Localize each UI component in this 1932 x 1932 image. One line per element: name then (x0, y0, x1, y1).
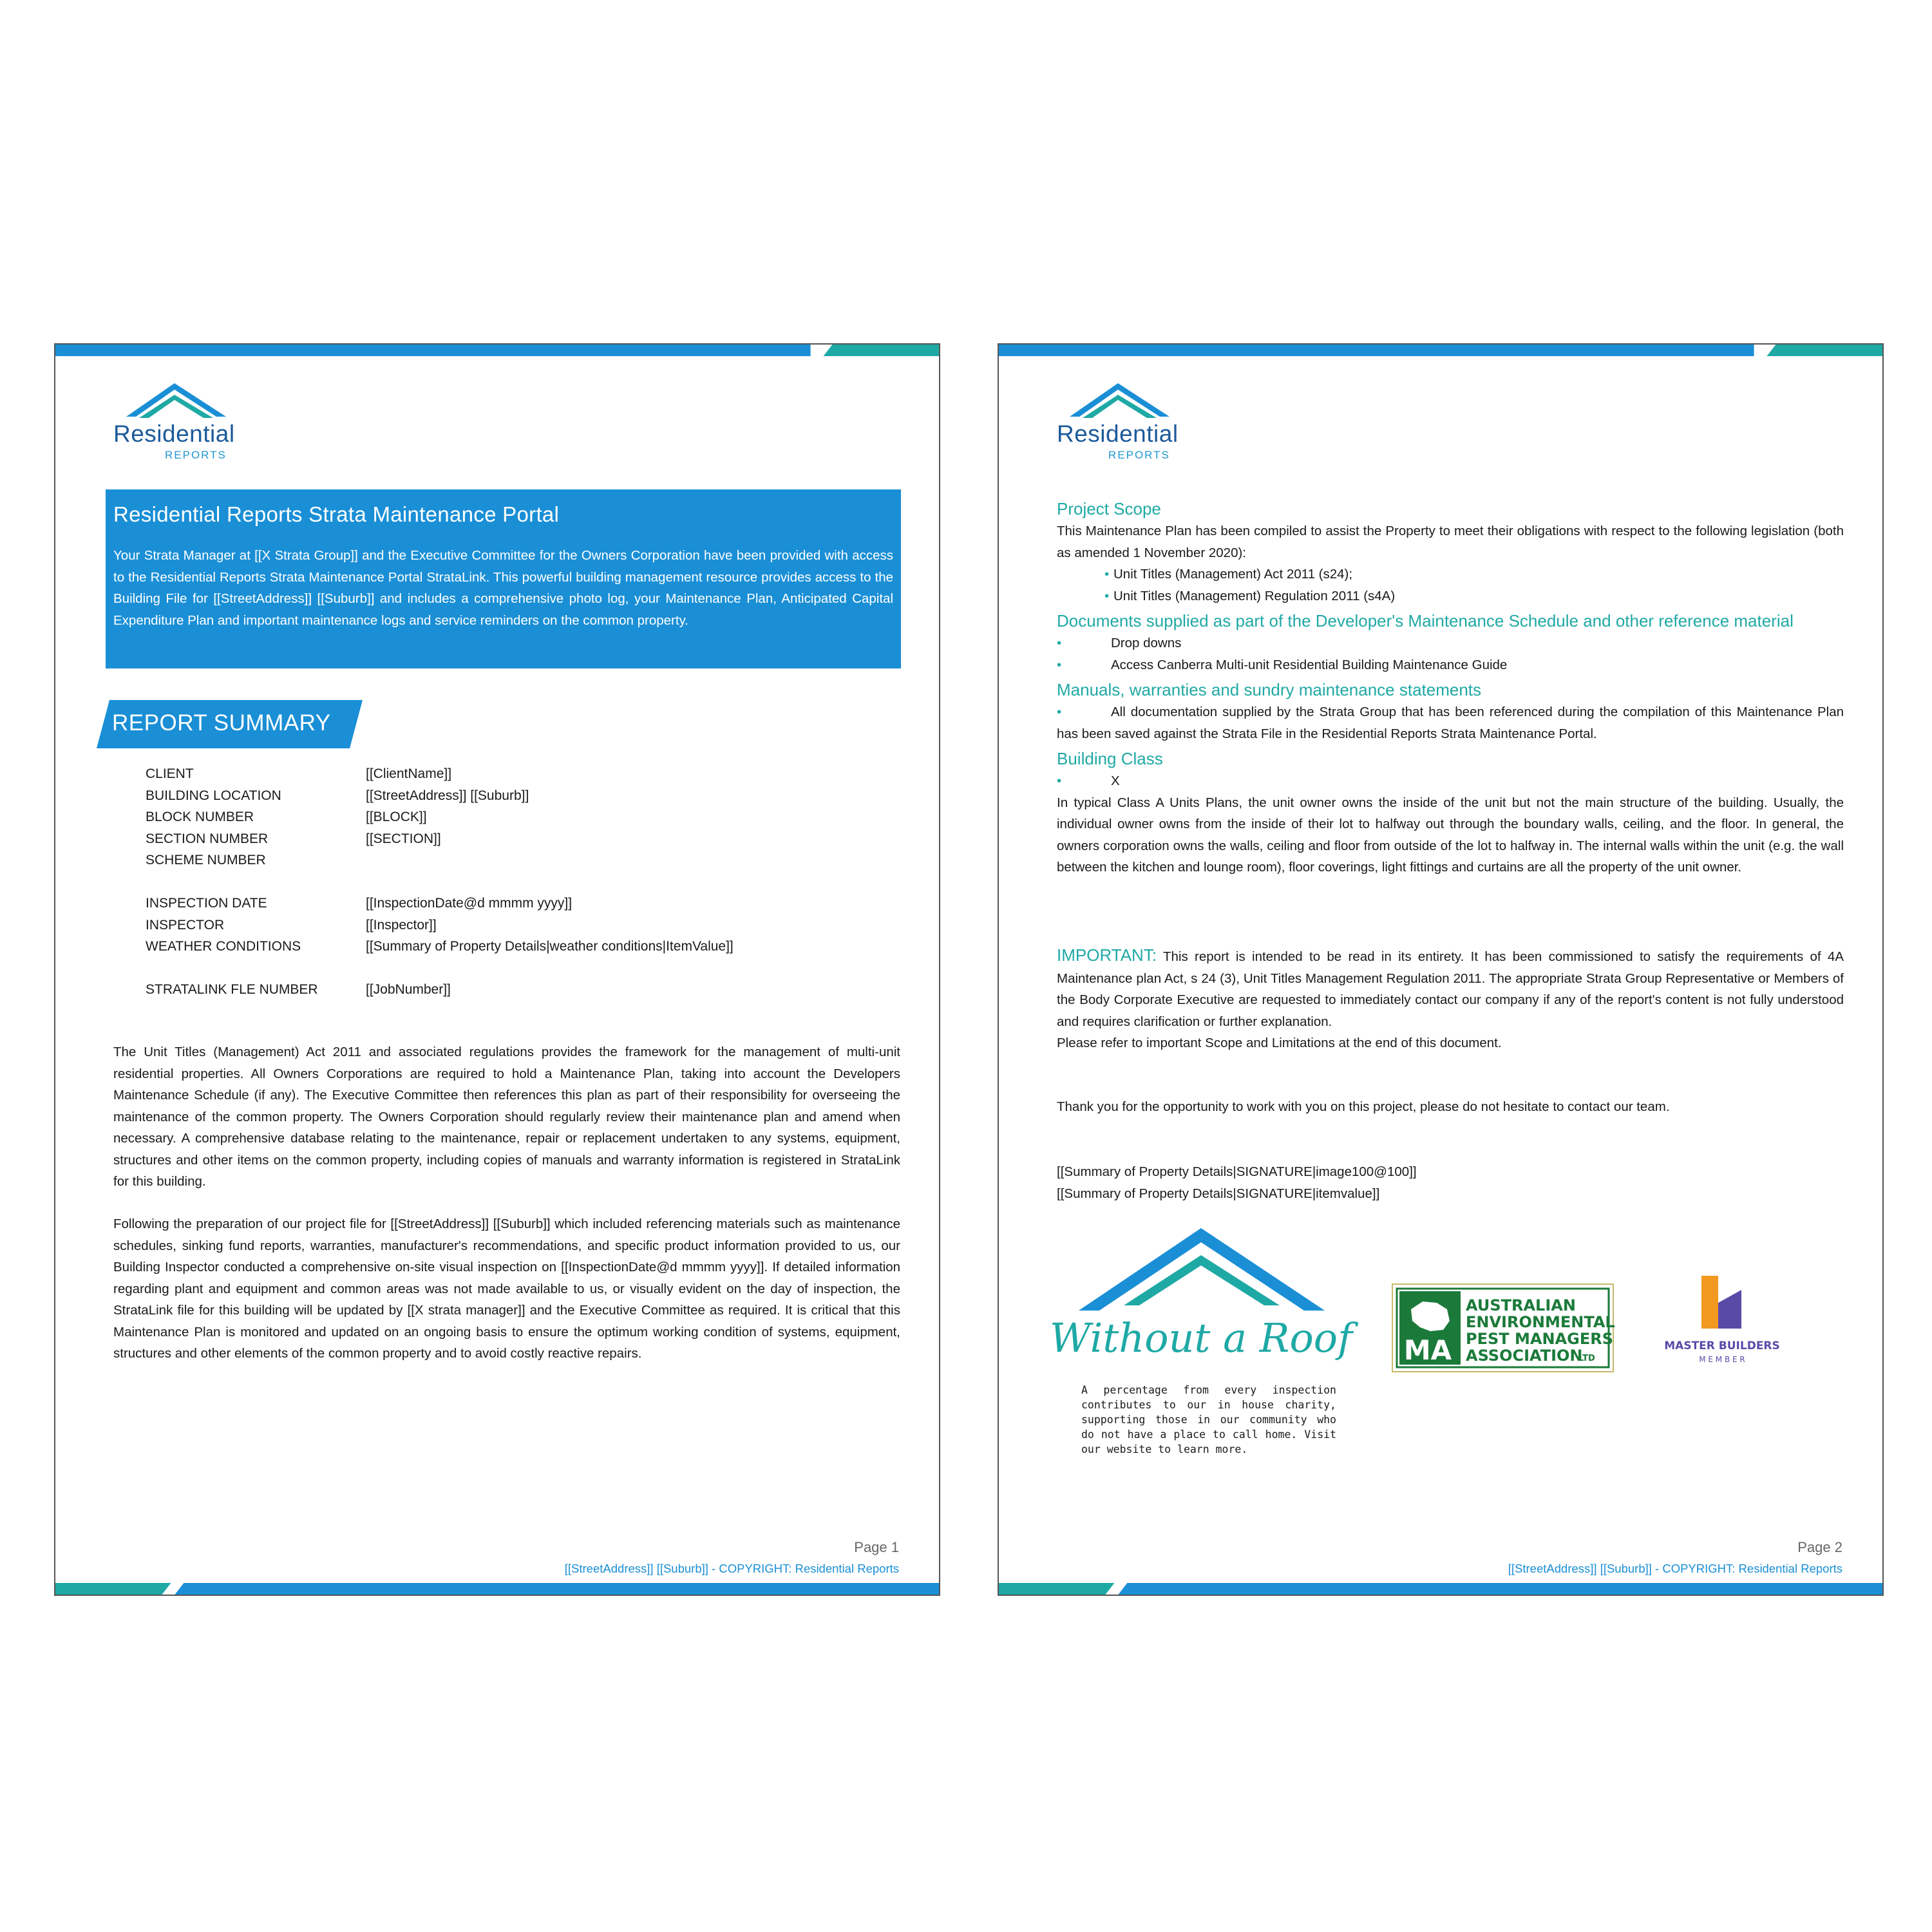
documents-bullet: • Access Canberra Multi-unit Residential Building Maintenance Guide (1057, 657, 1508, 672)
without-a-roof-logo (1049, 1228, 1353, 1367)
summary-value: [[JobNumber]] (366, 982, 451, 997)
master-builders-title: MASTER BUILDERS (1664, 1340, 1780, 1352)
manuals-bullet-text: All documentation supplied by the Strata Group that has been referenced during the compilation of this Maintenance Plan has been saved against the Strata File in the Residential Reports Strata Maintenance Portal. (1057, 705, 1844, 741)
important-refer: Please refer to important Scope and Limitations at the end of this document. (1057, 1036, 1502, 1050)
summary-label: INSPECTION DATE (146, 896, 267, 911)
summary-value: [[SECTION]] (366, 831, 441, 846)
report-page-2 (998, 343, 1884, 1596)
intro-paragraph-2: Following the preparation of our project file for [[StreetAddress]] [[Suburb]] which included referencing materials such as maintenance schedules, sinking fund reports, warranties, manufacturer's recommendations, and specific product information provided to us, our Building Inspector conducted a comprehensive on-site visual inspection on [[InspectionDate@d mmmm yyyy]]. If detailed information regarding plant and equipment and common areas was not made available to us, or visually evident on the day of inspection, the StrataLink file for this building will be updated by [[X strata manager]] and the Executive Committee as required. It is critical that this Maintenance Plan is monitored and updated on an ongoing basis to ensure the optimum working condition of systems, equipment, structures and other elements of the common property and to avoid costly reactive repairs. (113, 1217, 900, 1361)
report-page-1 (54, 343, 940, 1596)
page-number: Page 1 (854, 1539, 899, 1555)
manuals-heading: Manuals, warranties and sundry maintenance statements (1057, 680, 1482, 699)
summary-label: BUILDING LOCATION (146, 788, 281, 803)
footer-copyright: [[StreetAddress]] [[Suburb]] - COPYRIGHT: Residential Reports (1508, 1562, 1842, 1575)
footer-band (55, 1583, 939, 1595)
logo-wordmark: Residential (1057, 421, 1179, 447)
documents-bullet: • Drop downs (1057, 636, 1182, 650)
important-label: IMPORTANT: (1057, 945, 1157, 965)
signature-image-placeholder: [[Summary of Property Details|SIGNATURE|image100@100]] (1057, 1164, 1417, 1179)
building-class-bullet: • X (1057, 773, 1120, 788)
summary-value: [[BLOCK]] (366, 810, 427, 824)
logo-wordmark: Residential (113, 421, 235, 447)
intro-paragraph-1: The Unit Titles (Management) Act 2011 and associated regulations provides the framework for the management of multi-unit residential properties. All Owners Corporations are required to hold a Maintenance Plan, taking into account the Developers Maintenance Schedule (if any). The Executive Committee then references this plan as part of their responsibility for overseeing the maintenance of the common property. The Owners Corporation should regularly review their maintenance plan and amend when necessary. A comprehensive database relating to the maintenance, repair or replacement undertaken to any systems, equipment, structures and other items on the common property, including copies of manuals and warranty information is registered in StrataLink for this building. (113, 1045, 900, 1189)
documents-heading: Documents supplied as part of the Developer's Maintenance Schedule and other reference material (1057, 611, 1794, 630)
summary-label: SCHEME NUMBER (146, 853, 266, 867)
aepma-ltd: LTD (1578, 1354, 1595, 1363)
thank-you-text: Thank you for the opportunity to work with you on this project, please do not hesitate to contact our team. (1057, 1099, 1670, 1114)
aepma-badge-icon (1392, 1283, 1614, 1372)
summary-label: CLIENT (146, 766, 194, 781)
aepma-initials: MA (1403, 1334, 1452, 1366)
portal-intro-box (106, 489, 901, 668)
building-class-heading: Building Class (1057, 749, 1163, 768)
summary-label: SECTION NUMBER (146, 831, 269, 846)
roof-logo-icon (1057, 377, 1186, 422)
roof-logo-icon (113, 377, 242, 422)
scope-bullet: • Unit Titles (Management) Act 2011 (s24); (1057, 564, 1844, 585)
project-scope-text: This Maintenance Plan has been compiled to assist the Property to meet their obligations with respect to the following legislation (both as amended 1 November 2020): (1057, 524, 1844, 560)
signature-value-placeholder: [[Summary of Property Details|SIGNATURE|itemvalue]] (1057, 1186, 1380, 1201)
page-number: Page 2 (1797, 1539, 1842, 1555)
master-builders-icon (1664, 1258, 1780, 1374)
report-summary-title: REPORT SUMMARY (112, 710, 331, 735)
documents-bullet-text: Drop downs (1111, 636, 1182, 650)
summary-value: [[ClientName]] (366, 766, 452, 781)
aepma-line-4: ASSOCIATION (1466, 1347, 1583, 1365)
important-text: This report is intended to be read in its entirety. It has been commissioned to satisfy the requirements of 4A Maintenance plan Act, s 24 (3), Unit Titles Management Regulation 2011. The appropriate Strata Group Representative or Members of the Body Corporate Executive are requested to immediately contact our company if any of the report's content is not fully understood and requires clarification or further explanation. (1057, 949, 1844, 1029)
header-band (55, 345, 939, 356)
aepma-line-2: ENVIRONMENTAL (1466, 1313, 1615, 1331)
without-a-roof-wordmark: Without a Roof (1049, 1314, 1353, 1361)
aepma-line-1: AUSTRALIAN (1466, 1296, 1576, 1314)
important-notice (1057, 945, 1844, 1054)
project-scope-heading: Project Scope (1057, 499, 1161, 518)
summary-label: BLOCK NUMBER (146, 810, 254, 824)
portal-text: Your Strata Manager at [[X Strata Group]] and the Executive Committee for the Owners Corporation have been provided with access to the Residential Reports Strata Maintenance Portal StrataLink. This powerful building management resource provides access to the Building File for [[StreetAddress]] [[Suburb]] and includes a comprehensive photo log, your Maintenance Plan, Anticipated Capital Expenditure Plan and important maintenance logs and service reminders on the common property. (113, 548, 893, 628)
residential-reports-logo (1057, 377, 1186, 461)
signature-block (1057, 1161, 1844, 1204)
residential-reports-logo (113, 377, 242, 461)
master-builders-sub: M E M B E R (1699, 1355, 1745, 1364)
summary-value: [[InspectionDate@d mmmm yyyy]] (366, 896, 573, 911)
footer-band (999, 1583, 1882, 1595)
footer-copyright: [[StreetAddress]] [[Suburb]] - COPYRIGHT: Residential Reports (564, 1562, 899, 1575)
building-class-text: In typical Class A Units Plans, the unit owner owns the inside of the unit but not the main structure of the building. Usually, the individual owner owns from the inside of their lot to halfway out through the boundary walls, ceiling, and the floor. In general, the owners corporation owns the walls, ceiling and floor from outside of the lot to halfway in. The internal walls within the unit (e.g. the wall between the kitchen and lounge room), floor coverings, light fittings and curtains are all the property of the unit owner. (1057, 795, 1844, 875)
summary-label: STRATALINK FLE NUMBER (146, 982, 318, 997)
report-summary-heading (97, 700, 363, 748)
master-builders-logo (1664, 1258, 1780, 1374)
scope-bullet: • Unit Titles (Management) Regulation 2011 (s4A) (1057, 585, 1844, 607)
logo-subtitle: REPORTS (165, 449, 227, 461)
documents-bullet-text: Access Canberra Multi-unit Residential Building Maintenance Guide (1111, 657, 1508, 672)
charity-text: A percentage from every inspection contributes to our in house charity, supporting those in our community who do not have a place to call home. Visit our website to learn more. (1081, 1384, 1336, 1455)
without-a-roof-roof-icon (1049, 1228, 1353, 1367)
summary-value: [[Summary of Property Details|weather conditions|ItemValue]] (366, 939, 734, 954)
logo-subtitle: REPORTS (1108, 449, 1170, 461)
summary-label: WEATHER CONDITIONS (146, 939, 301, 954)
aepma-logo (1392, 1283, 1614, 1372)
building-class-value: X (1111, 773, 1120, 788)
portal-title: Residential Reports Strata Maintenance Portal (113, 502, 560, 526)
summary-value: [[StreetAddress]] [[Suburb]] (366, 788, 529, 803)
header-band (999, 345, 1882, 356)
project-scope-section (1057, 497, 1844, 878)
important-paragraph (1057, 945, 1844, 1032)
summary-value: [[Inspector]] (366, 917, 437, 933)
manuals-bullet: • All documentation supplied by the Strata Group that has been referenced during the compilation of this Maintenance Plan has been saved against the Strata File in the Residential Reports Strata Maintenance Portal. (1057, 705, 1844, 741)
aepma-line-3: PEST MANAGERS (1466, 1330, 1613, 1348)
summary-label: INSPECTOR (146, 917, 225, 933)
